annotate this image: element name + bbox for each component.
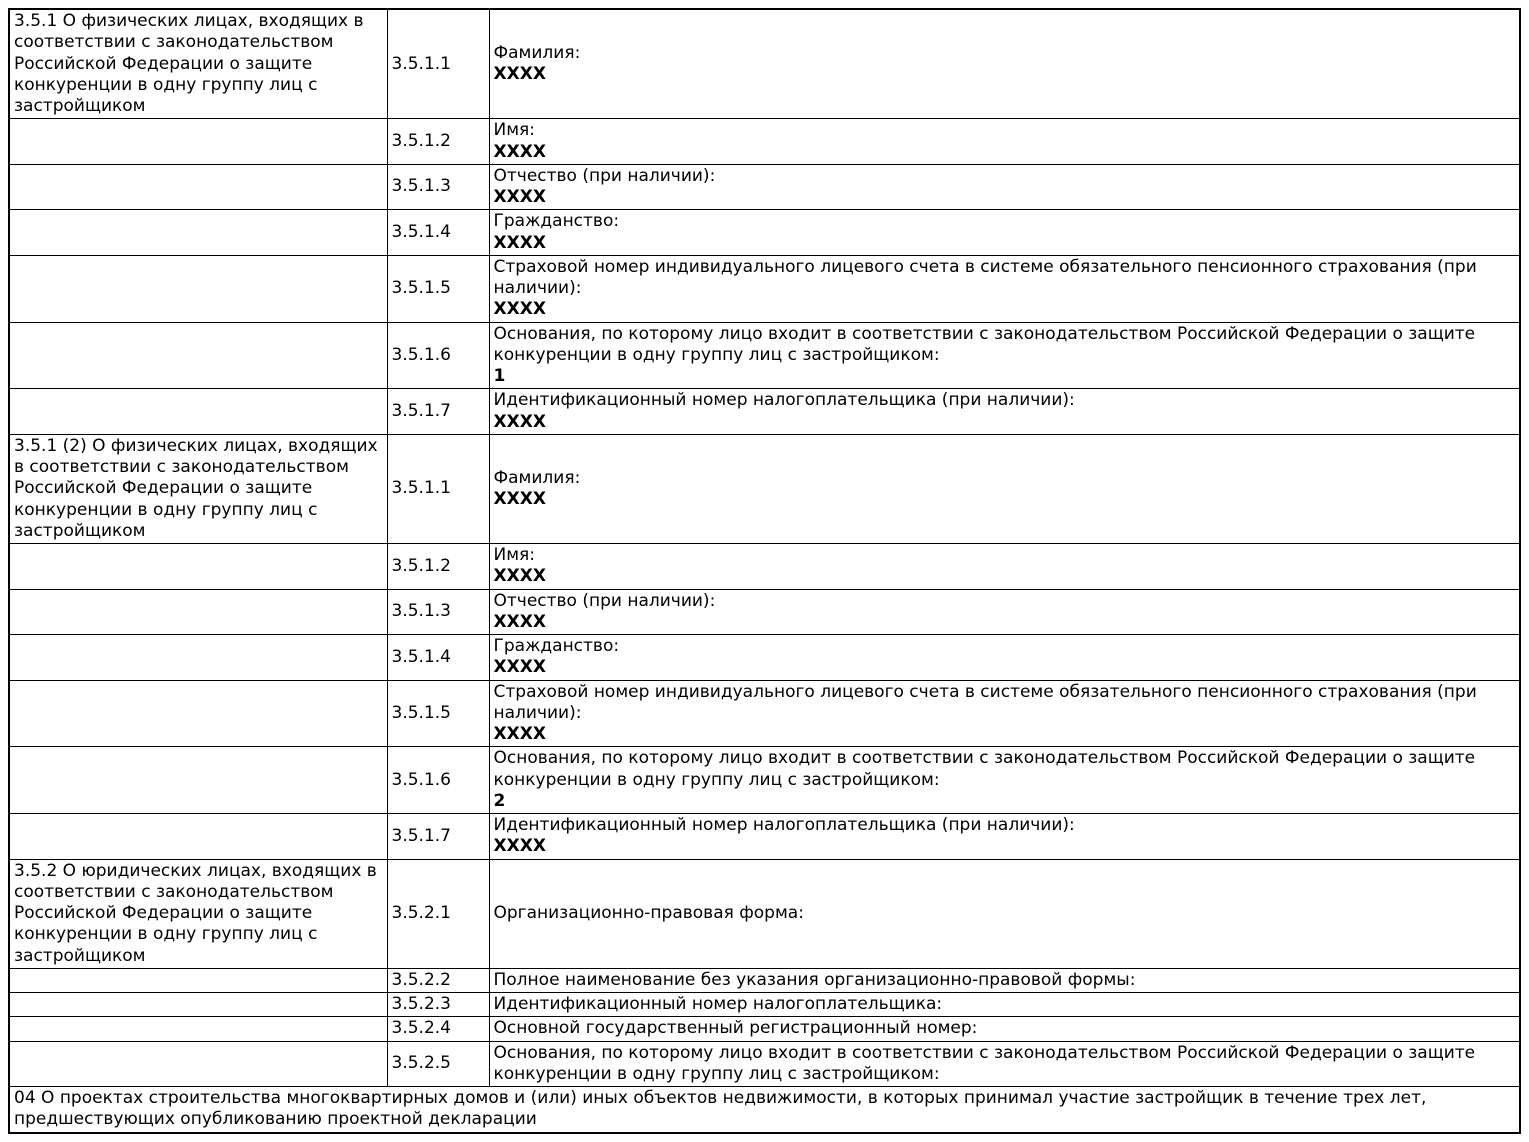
row-code: 3.5.2.2: [387, 968, 489, 992]
field-value: XXXX: [493, 657, 546, 678]
field-label: Гражданство:: [493, 636, 620, 656]
field-label: Идентификационный номер налогоплательщика (при наличии):: [493, 815, 1075, 835]
field-cell: [489, 544, 1520, 590]
field-cell: [489, 859, 1520, 968]
field-value: 2: [493, 790, 506, 811]
field-value: XXXX: [493, 611, 546, 632]
section-description-empty: [9, 993, 387, 1017]
table-row: [9, 747, 1520, 814]
field-label: Гражданство:: [493, 211, 620, 232]
section-description-empty: [9, 210, 387, 256]
field-label: Фамилия:: [493, 467, 581, 488]
field-cell: [489, 968, 1520, 992]
section-description-empty: [9, 1017, 387, 1041]
row-code: 3.5.1.2: [387, 544, 489, 590]
field-value: XXXX: [493, 187, 546, 207]
section-description-empty: [9, 589, 387, 635]
row-code: 3.5.1.2: [387, 119, 489, 165]
field-cell: [489, 993, 1520, 1017]
table-footer-row: [9, 1087, 1520, 1133]
field-label: Идентификационный номер налогоплательщика:: [493, 994, 943, 1014]
row-code: 3.5.1.3: [387, 589, 489, 635]
section-description-empty: [9, 968, 387, 992]
section-description-empty: [9, 164, 387, 210]
field-cell: [489, 589, 1520, 635]
field-value: XXXX: [493, 724, 546, 744]
row-code: 3.5.1.1: [387, 434, 489, 543]
section-description: 3.5.1 (2) О физических лицах, входящих в соответствии с законодательством Российской Федерации о защите конкуренции в одну группу лиц с застройщиком: [9, 434, 387, 543]
section-description-empty: [9, 635, 387, 681]
section-description-empty: [9, 389, 387, 435]
table-row: [9, 119, 1520, 165]
table-row: [9, 434, 1520, 543]
field-cell: [489, 434, 1520, 543]
field-label: Имя:: [493, 120, 535, 141]
table-row: [9, 255, 1520, 322]
row-code: 3.5.1.7: [387, 814, 489, 860]
field-cell: [489, 635, 1520, 681]
field-cell: [489, 9, 1520, 119]
field-cell: [489, 389, 1520, 435]
field-value: XXXX: [493, 141, 546, 162]
field-cell: [489, 164, 1520, 210]
table-row: [9, 993, 1520, 1017]
field-label: Отчество (при наличии):: [493, 165, 716, 186]
table-row: [9, 1017, 1520, 1041]
field-value: XXXX: [493, 232, 546, 253]
section-description: 3.5.2 О юридических лицах, входящих в соответствии с законодательством Российской Федерации о защите конкуренции в одну группу лиц с застройщиком: [9, 859, 387, 968]
table-row: [9, 680, 1520, 747]
field-label: Основания, по которому лицо входит в соответствии с законодательством Российской Федерации о защите конкуренции в одну группу лиц с застройщиком:: [493, 1042, 1476, 1084]
field-cell: [489, 255, 1520, 322]
table-row: [9, 635, 1520, 681]
section-description: 3.5.1 О физических лицах, входящих в соответствии с законодательством Российской Федерации о защите конкуренции в одну группу лиц с застройщиком: [9, 9, 387, 119]
section-description-empty: [9, 255, 387, 322]
field-label: Основания, по которому лицо входит в соответствии с законодательством Российской Федерации о защите конкуренции в одну группу лиц с застройщиком:: [493, 748, 1476, 790]
section-description-empty: [9, 544, 387, 590]
section-description-empty: [9, 322, 387, 389]
section-description-empty: [9, 119, 387, 165]
table-row: [9, 589, 1520, 635]
table-row: [9, 164, 1520, 210]
table-row: [9, 389, 1520, 435]
row-code: 3.5.1.3: [387, 164, 489, 210]
field-label: Идентификационный номер налогоплательщика (при наличии):: [493, 390, 1075, 411]
field-label: Страховой номер индивидуального лицевого счета в системе обязательного пенсионного страхования (при наличии):: [493, 681, 1477, 723]
field-value: XXXX: [493, 299, 546, 320]
field-cell: [489, 322, 1520, 389]
section-description-empty: [9, 814, 387, 860]
field-cell: [489, 747, 1520, 814]
table-row: [9, 210, 1520, 256]
field-label: Полное наименование без указания организационно-правовой формы:: [493, 969, 1136, 990]
row-code: 3.5.1.4: [387, 635, 489, 681]
row-code: 3.5.1.4: [387, 210, 489, 256]
field-label: Фамилия:: [493, 42, 581, 63]
row-code: 3.5.2.5: [387, 1041, 489, 1087]
table-row: [9, 814, 1520, 860]
row-code: 3.5.1.5: [387, 680, 489, 747]
row-code: 3.5.1.1: [387, 9, 489, 119]
field-value: XXXX: [493, 566, 546, 587]
table-row: [9, 322, 1520, 389]
field-label: Имя:: [493, 545, 535, 565]
row-code: 3.5.2.1: [387, 859, 489, 968]
row-code: 3.5.1.5: [387, 255, 489, 322]
field-value: XXXX: [493, 836, 546, 857]
declaration-table: [8, 8, 1521, 1134]
field-value: 1: [493, 366, 506, 386]
field-cell: [489, 1017, 1520, 1041]
field-label: Организационно-правовая форма:: [493, 903, 804, 923]
table-row: [9, 544, 1520, 590]
row-code: 3.5.1.6: [387, 322, 489, 389]
field-value: XXXX: [493, 488, 546, 509]
field-label: Основания, по которому лицо входит в соответствии с законодательством Российской Федерации о защите конкуренции в одну группу лиц с застройщиком:: [493, 323, 1476, 365]
table-row: [9, 968, 1520, 992]
field-label: Отчество (при наличии):: [493, 590, 716, 611]
field-value: XXXX: [493, 411, 546, 432]
section-description-empty: [9, 747, 387, 814]
field-value: XXXX: [493, 64, 546, 85]
row-code: 3.5.2.4: [387, 1017, 489, 1041]
field-label: Страховой номер индивидуального лицевого счета в системе обязательного пенсионного страхования (при наличии):: [493, 256, 1477, 298]
field-cell: [489, 210, 1520, 256]
field-cell: [489, 814, 1520, 860]
field-cell: [489, 680, 1520, 747]
field-cell: [489, 119, 1520, 165]
row-code: 3.5.1.7: [387, 389, 489, 435]
section-description-empty: [9, 680, 387, 747]
row-code: 3.5.1.6: [387, 747, 489, 814]
table-row: [9, 859, 1520, 968]
row-code: 3.5.2.3: [387, 993, 489, 1017]
field-label: Основной государственный регистрационный номер:: [493, 1018, 978, 1039]
section-04-header: 04 О проектах строительства многоквартирных домов и (или) иных объектов недвижимости, в которых принимал участие застройщик в течение трех лет, предшествующих опубликованию проектной декларации: [9, 1087, 1520, 1133]
table-row: [9, 9, 1520, 119]
